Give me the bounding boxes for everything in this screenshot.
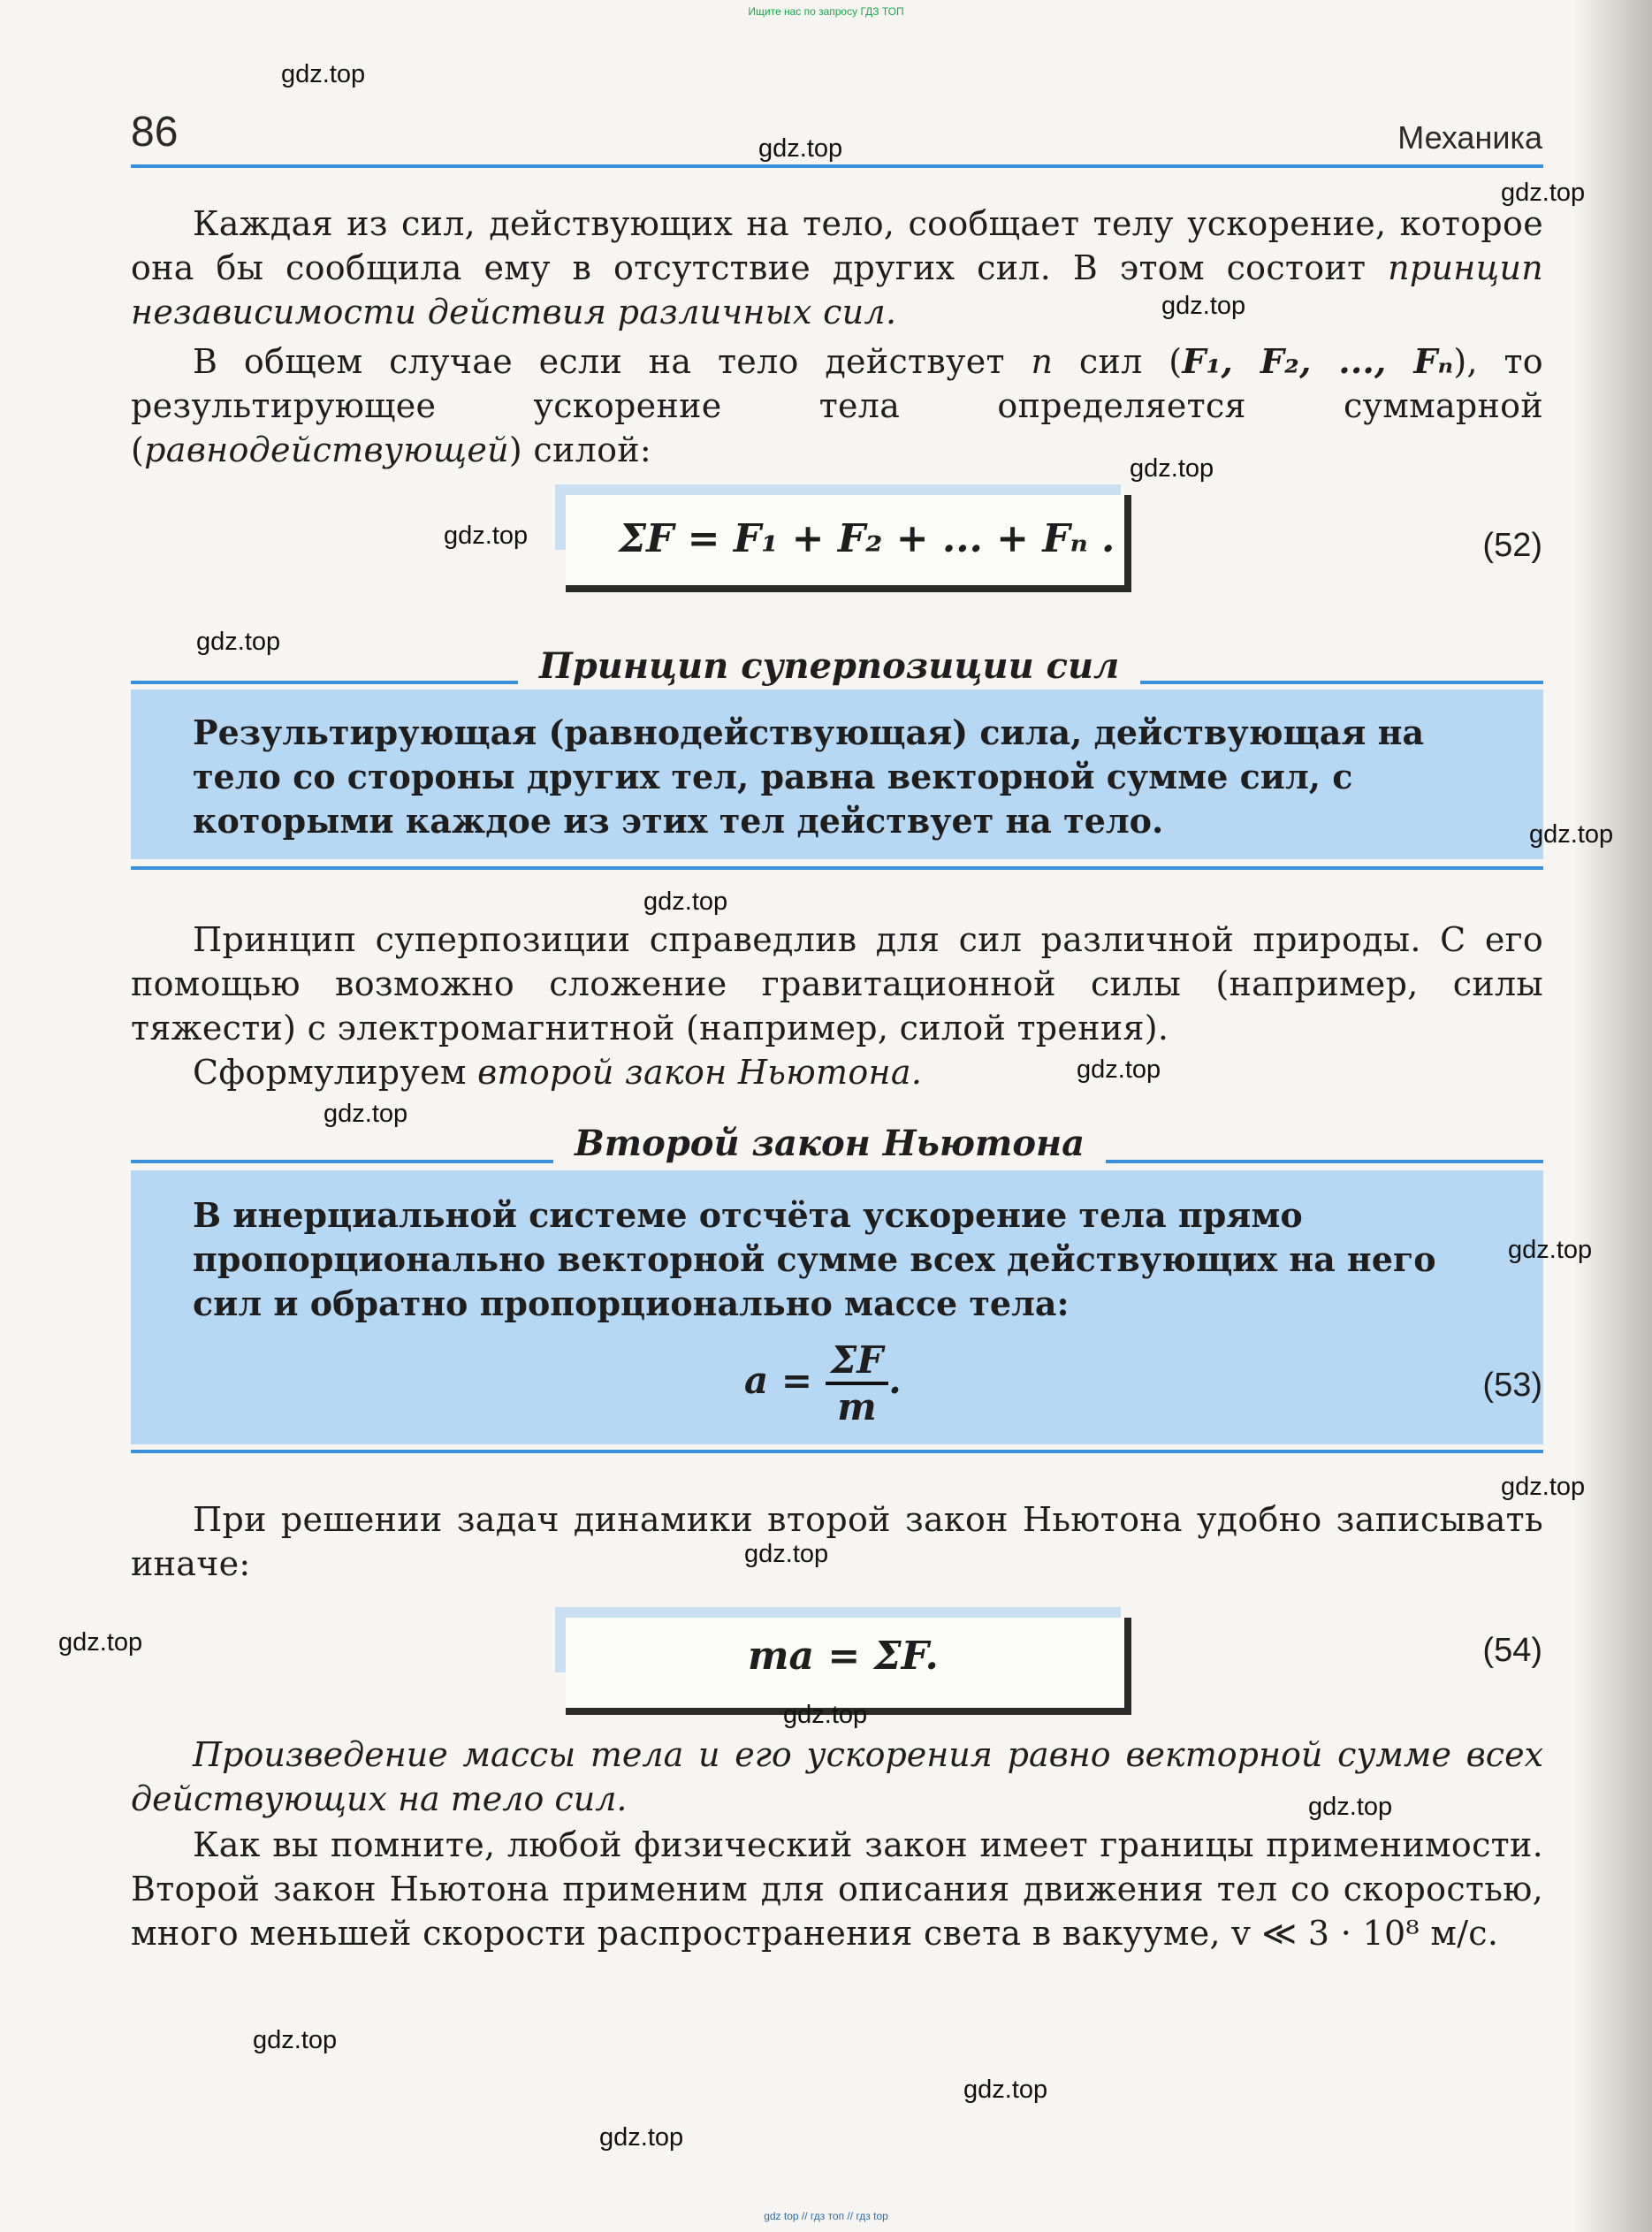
- watermark: gdz.top: [58, 1628, 143, 1657]
- watermark: gdz.top: [1161, 292, 1246, 320]
- header-rule: [131, 164, 1543, 168]
- watermark: gdz.top: [253, 2026, 338, 2054]
- para2-text-e: ) силой:: [508, 430, 651, 469]
- watermark: gdz.top: [196, 628, 281, 656]
- paragraph-superposition-nature: Принцип суперпозиции справедлив для сил различной природы. С его помощью возможно сложение гравитационной силы (например, силы тяжести) с электромагнитной (например, силой трения).: [131, 920, 1543, 1047]
- para4-term: второй закон Ньютона.: [477, 1053, 923, 1092]
- page-number: 86: [131, 109, 179, 156]
- watermark: gdz.top: [1130, 454, 1214, 483]
- watermark: gdz.top: [444, 522, 529, 550]
- formula-53-lhs: a =: [744, 1359, 813, 1402]
- section-title-superposition: Принцип суперпозиции сил: [518, 645, 1140, 687]
- para2-term: равнодействующей: [144, 430, 509, 469]
- formula-52: ΣF = F₁ + F₂ + ... + Fₙ .: [619, 516, 1115, 561]
- para1-text: Каждая из сил, действующих на тело, сообщает телу ускорение, которое она бы сообщила ему в отсутствие других сил. В этом состоит: [131, 204, 1543, 287]
- watermark: gdz.top: [963, 2076, 1048, 2104]
- bottom-banner[interactable]: gdz top // гдз топ // гдз top: [764, 2210, 888, 2222]
- paragraph-independence: [131, 202, 1543, 334]
- formula-54: ma = ΣF.: [748, 1634, 939, 1679]
- rule-superposition: Результирующая (равнодействующая) сила, действующая на тело со стороны других тел, равна векторной сумме сил, с которыми каждое из этих тел действует на тело.: [193, 712, 1425, 841]
- section1-rule-bottom: [131, 866, 1543, 870]
- paragraph-applicability: Как вы помните, любой физический закон имеет границы применимости. Второй закон Ньютона применим для описания движения тел со скоростью, много меньшей скорости распространения света в вакууме, v ≪ 3 · 10⁸ м/с.: [131, 1825, 1543, 1953]
- top-banner[interactable]: Ищите нас по запросу ГДЗ ТОП: [748, 5, 904, 18]
- formula-53: [744, 1338, 902, 1428]
- formula-53-fraction: [826, 1338, 889, 1428]
- watermark: gdz.top: [744, 1540, 829, 1568]
- watermark: gdz.top: [1308, 1793, 1393, 1821]
- watermark: gdz.top: [783, 1701, 868, 1729]
- paragraph-dynamics: При решении задач динамики второй закон Ньютона удобно записывать иначе:: [131, 1500, 1543, 1583]
- section2-rule-bottom: [131, 1450, 1543, 1453]
- page-edge-shadow: [1572, 0, 1652, 2232]
- watermark: gdz.top: [1529, 820, 1614, 849]
- watermark: gdz.top: [281, 60, 366, 88]
- watermark: gdz.top: [643, 887, 728, 916]
- formula-53-denominator: m: [837, 1385, 877, 1428]
- equation-number-52: (52): [1482, 527, 1542, 564]
- paragraph-resultant: [131, 339, 1543, 472]
- rule-second-law: В инерциальной системе отсчёта ускорение тела прямо пропорционально векторной сумме всех действующих на него сил и обратно пропорционально массе тела:: [193, 1195, 1436, 1323]
- para2-text-c: ), то результирующее ускорение тела определяется суммарной (: [131, 342, 1543, 469]
- para4-text: Сформулируем: [193, 1053, 478, 1092]
- watermark: gdz.top: [1501, 1473, 1586, 1501]
- para2-text-a: В общем случае если на тело действует: [193, 342, 1032, 381]
- para2-forces: F₁, F₂, ..., Fₙ: [1182, 341, 1454, 381]
- running-head: Механика: [1397, 119, 1542, 156]
- formula-53-end: .: [888, 1359, 902, 1402]
- para1-term: принцип независимости действия различных сил.: [131, 248, 1543, 331]
- para2-n: n: [1031, 342, 1054, 381]
- para2-text-b: сил (: [1053, 342, 1183, 381]
- watermark: gdz.top: [1501, 179, 1586, 207]
- formula-53-numerator: ΣF: [826, 1338, 889, 1385]
- watermark: gdz.top: [599, 2123, 684, 2152]
- section-title-second-law: Второй закон Ньютона: [553, 1123, 1106, 1164]
- watermark: gdz.top: [1077, 1055, 1161, 1084]
- watermark: gdz.top: [324, 1100, 408, 1128]
- watermark: gdz.top: [758, 134, 843, 163]
- equation-number-54: (54): [1482, 1632, 1542, 1669]
- equation-number-53: (53): [1482, 1367, 1542, 1404]
- paragraph-product-statement: Произведение массы тела и его ускорения равно векторной сумме всех действующих на тело сил.: [131, 1735, 1543, 1818]
- paragraph-formulate: [131, 1050, 1543, 1094]
- watermark: gdz.top: [1508, 1236, 1593, 1264]
